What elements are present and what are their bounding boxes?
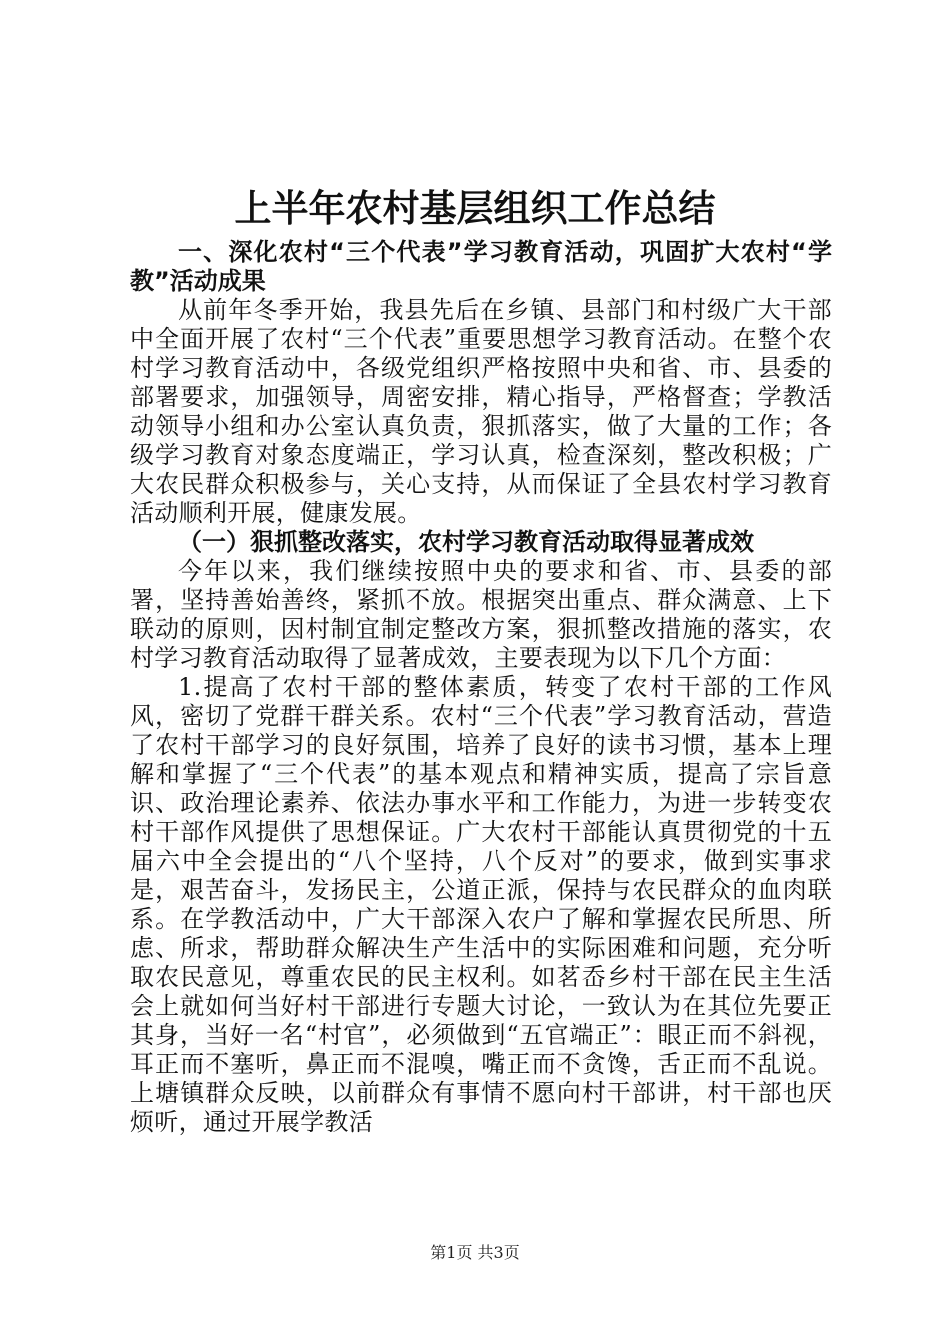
paragraph: 1.提高了农村干部的整体素质，转变了农村干部的工作风风，密切了党群干群关系。农村“三个代表”学习教育活动，营造了农村干部学习的良好氛围，培养了良好的读书习惯，基本上理解和掌握了“三个代表”的基本观点和精神实质，提高了宗旨意识、政治理论素养、依法办事水平和工作能力，为进一步转变农村干部作风提供了思想保证。广大农村干部能认真贯彻党的十五届六中全会提出的“八个坚持，八个反对”的要求，做到实事求是，艰苦奋斗，发扬民主，公道正派，保持与农民群众的血肉联系。在学教活动中，广大干部深入农户了解和掌握农民所思、所虑、所求，帮助群众解决生产生活中的实际困难和问题，充分听取农民意见，尊重农民的民主权利。如茗岙乡村干部在民主生活会上就如何当好村干部进行专题大讨论，一致认为在其位先要正其身，当好一名“村官”，必须做到“五官端正”：眼正而不斜视，耳正而不塞听，鼻正而不混嗅，嘴正而不贪馋，舌正而不乱说。上塘镇群众反映，以前群众有事情不愿向村干部讲，村干部也厌烦听，通过开展学教活: [130, 673, 832, 1136]
section-heading: 一、深化农村“三个代表”学习教育活动，巩固扩大农村“学教”活动成果: [130, 238, 832, 295]
document-title: 上半年农村基层组织工作总结: [234, 187, 716, 230]
page-footer: 第1页 共3页: [430, 1243, 520, 1262]
subsection-heading: （一）狠抓整改落实，农村学习教育活动取得显著成效: [178, 528, 754, 556]
paragraph: 从前年冬季开始，我县先后在乡镇、县部门和村级广大干部中全面开展了农村“三个代表”重要思想学习教育活动。在整个农村学习教育活动中，各级党组织严格按照中央和省、市、县委的部署要求，加强领导，周密安排，精心指导，严格督查；学教活动领导小组和办公室认真负责，狠抓落实，做了大量的工作；各级学习教育对象态度端正，学习认真，检查深刻，整改积极；广大农民群众积极参与，关心支持，从而保证了全县农村学习教育活动顺利开展，健康发展。: [130, 296, 832, 527]
document-body: [130, 238, 832, 1137]
paragraph: 今年以来，我们继续按照中央的要求和省、市、县委的部署，坚持善始善终，紧抓不放。根据突出重点、群众满意、上下联动的原则，因村制宜制定整改方案，狠抓整改措施的落实，农村学习教育活动取得了显著成效，主要表现为以下几个方面：: [130, 557, 832, 672]
